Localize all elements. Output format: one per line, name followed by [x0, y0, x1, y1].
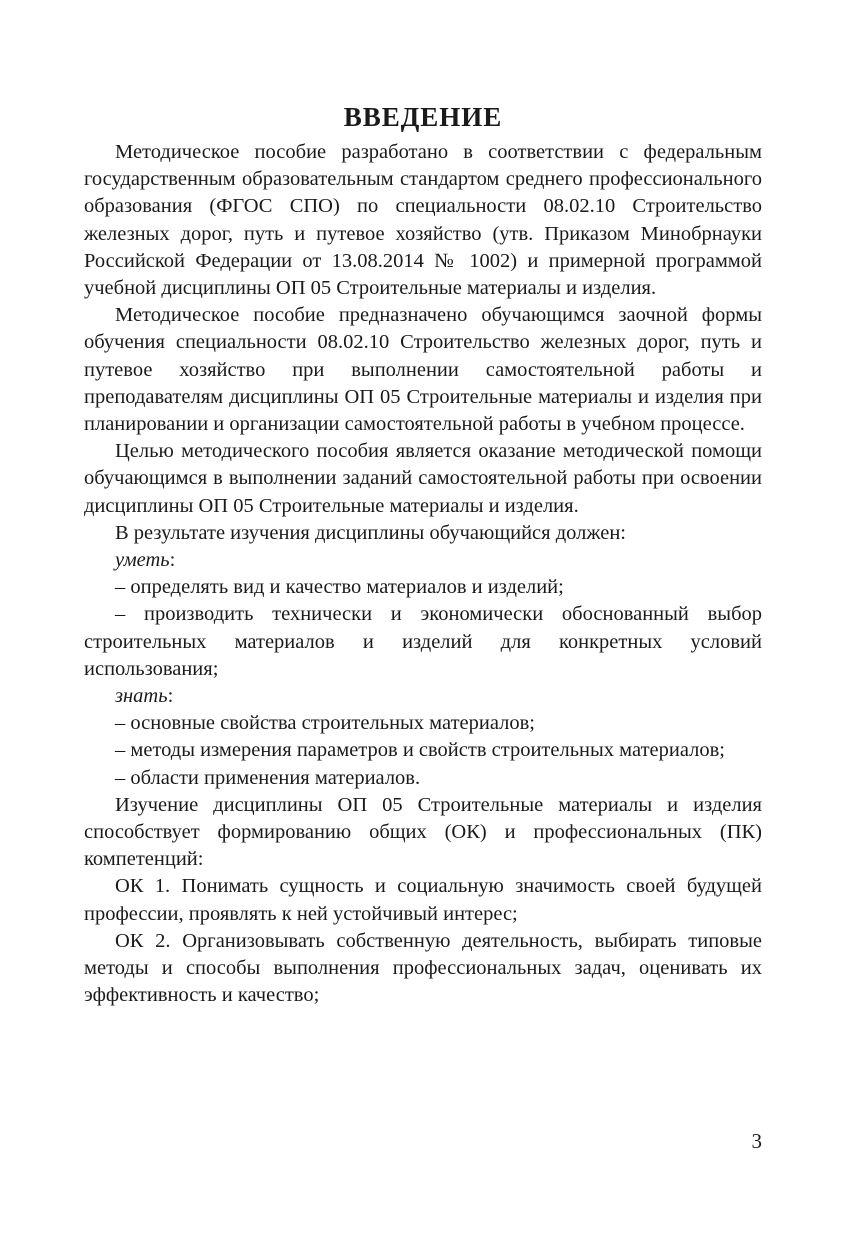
paragraph-goal: Целью методического пособия является оказание методической помощи обучающимся в выполнении заданий самостоятельной работы при освоении дисциплины ОП 05 Строительные материалы и изделия. [84, 440, 762, 517]
body-text [84, 139, 762, 1010]
paragraph-purpose: Методическое пособие разработано в соответствии с федеральным государственным образовательным стандартом среднего профессионального образования (ФГОС СПО) по специальности 08.02.10 Строительство железных дорог, путь и путевое хозяйство (утв. Приказом Минобрнауки Российской Федерации от 13.08.2014 № 1002) и примерной программой учебной дисциплины ОП 05 Строительные материалы и изделия. [84, 141, 762, 300]
paragraph-audience: Методическое пособие предназначено обучающимся заочной формы обучения специальности 08.02.10 Строительство железных дорог, путь и путевое хозяйство при выполнении самостоятельной работы и преподавателям дисциплины ОП 05 Строительные материалы и изделия при планировании и организации самостоятельной работы в учебном процессе. [84, 304, 762, 436]
knowledge-label: знать [115, 685, 168, 708]
list-item: – производить технически и экономически обоснованный выбор строительных материалов и изделий для конкретных условий использования; [84, 603, 762, 680]
list-item: – основные свойства строительных материалов; [115, 712, 535, 735]
skills-colon: : [169, 549, 176, 572]
knowledge-heading [84, 683, 762, 710]
knowledge-colon: : [167, 685, 174, 708]
competency-ok2: ОК 2. Организовывать собственную деятельность, выбирать типовые методы и способы выполнения профессиональных задач, оценивать их эффективность и качество; [84, 929, 762, 1007]
skills-label: уметь [115, 549, 170, 572]
skills-heading [84, 547, 762, 574]
paragraph-result-intro: В результате изучения дисциплины обучающийся должен: [115, 521, 626, 544]
page-number: 3 [751, 1129, 762, 1153]
page-title: ВВЕДЕНИЕ [343, 102, 503, 132]
list-item: – области применения материалов. [115, 766, 421, 789]
list-item: – методы измерения параметров и свойств строительных материалов; [115, 739, 725, 762]
competency-ok1: ОК 1. Понимать сущность и социальную значимость своей будущей профессии, проявлять к ней устойчивый интерес; [84, 875, 762, 925]
list-item: – определять вид и качество материалов и изделий; [115, 576, 564, 599]
paragraph-competencies: Изучение дисциплины ОП 05 Строительные материалы и изделия способствует формированию общих (ОК) и профессиональных (ПК) компетенций: [84, 793, 762, 871]
